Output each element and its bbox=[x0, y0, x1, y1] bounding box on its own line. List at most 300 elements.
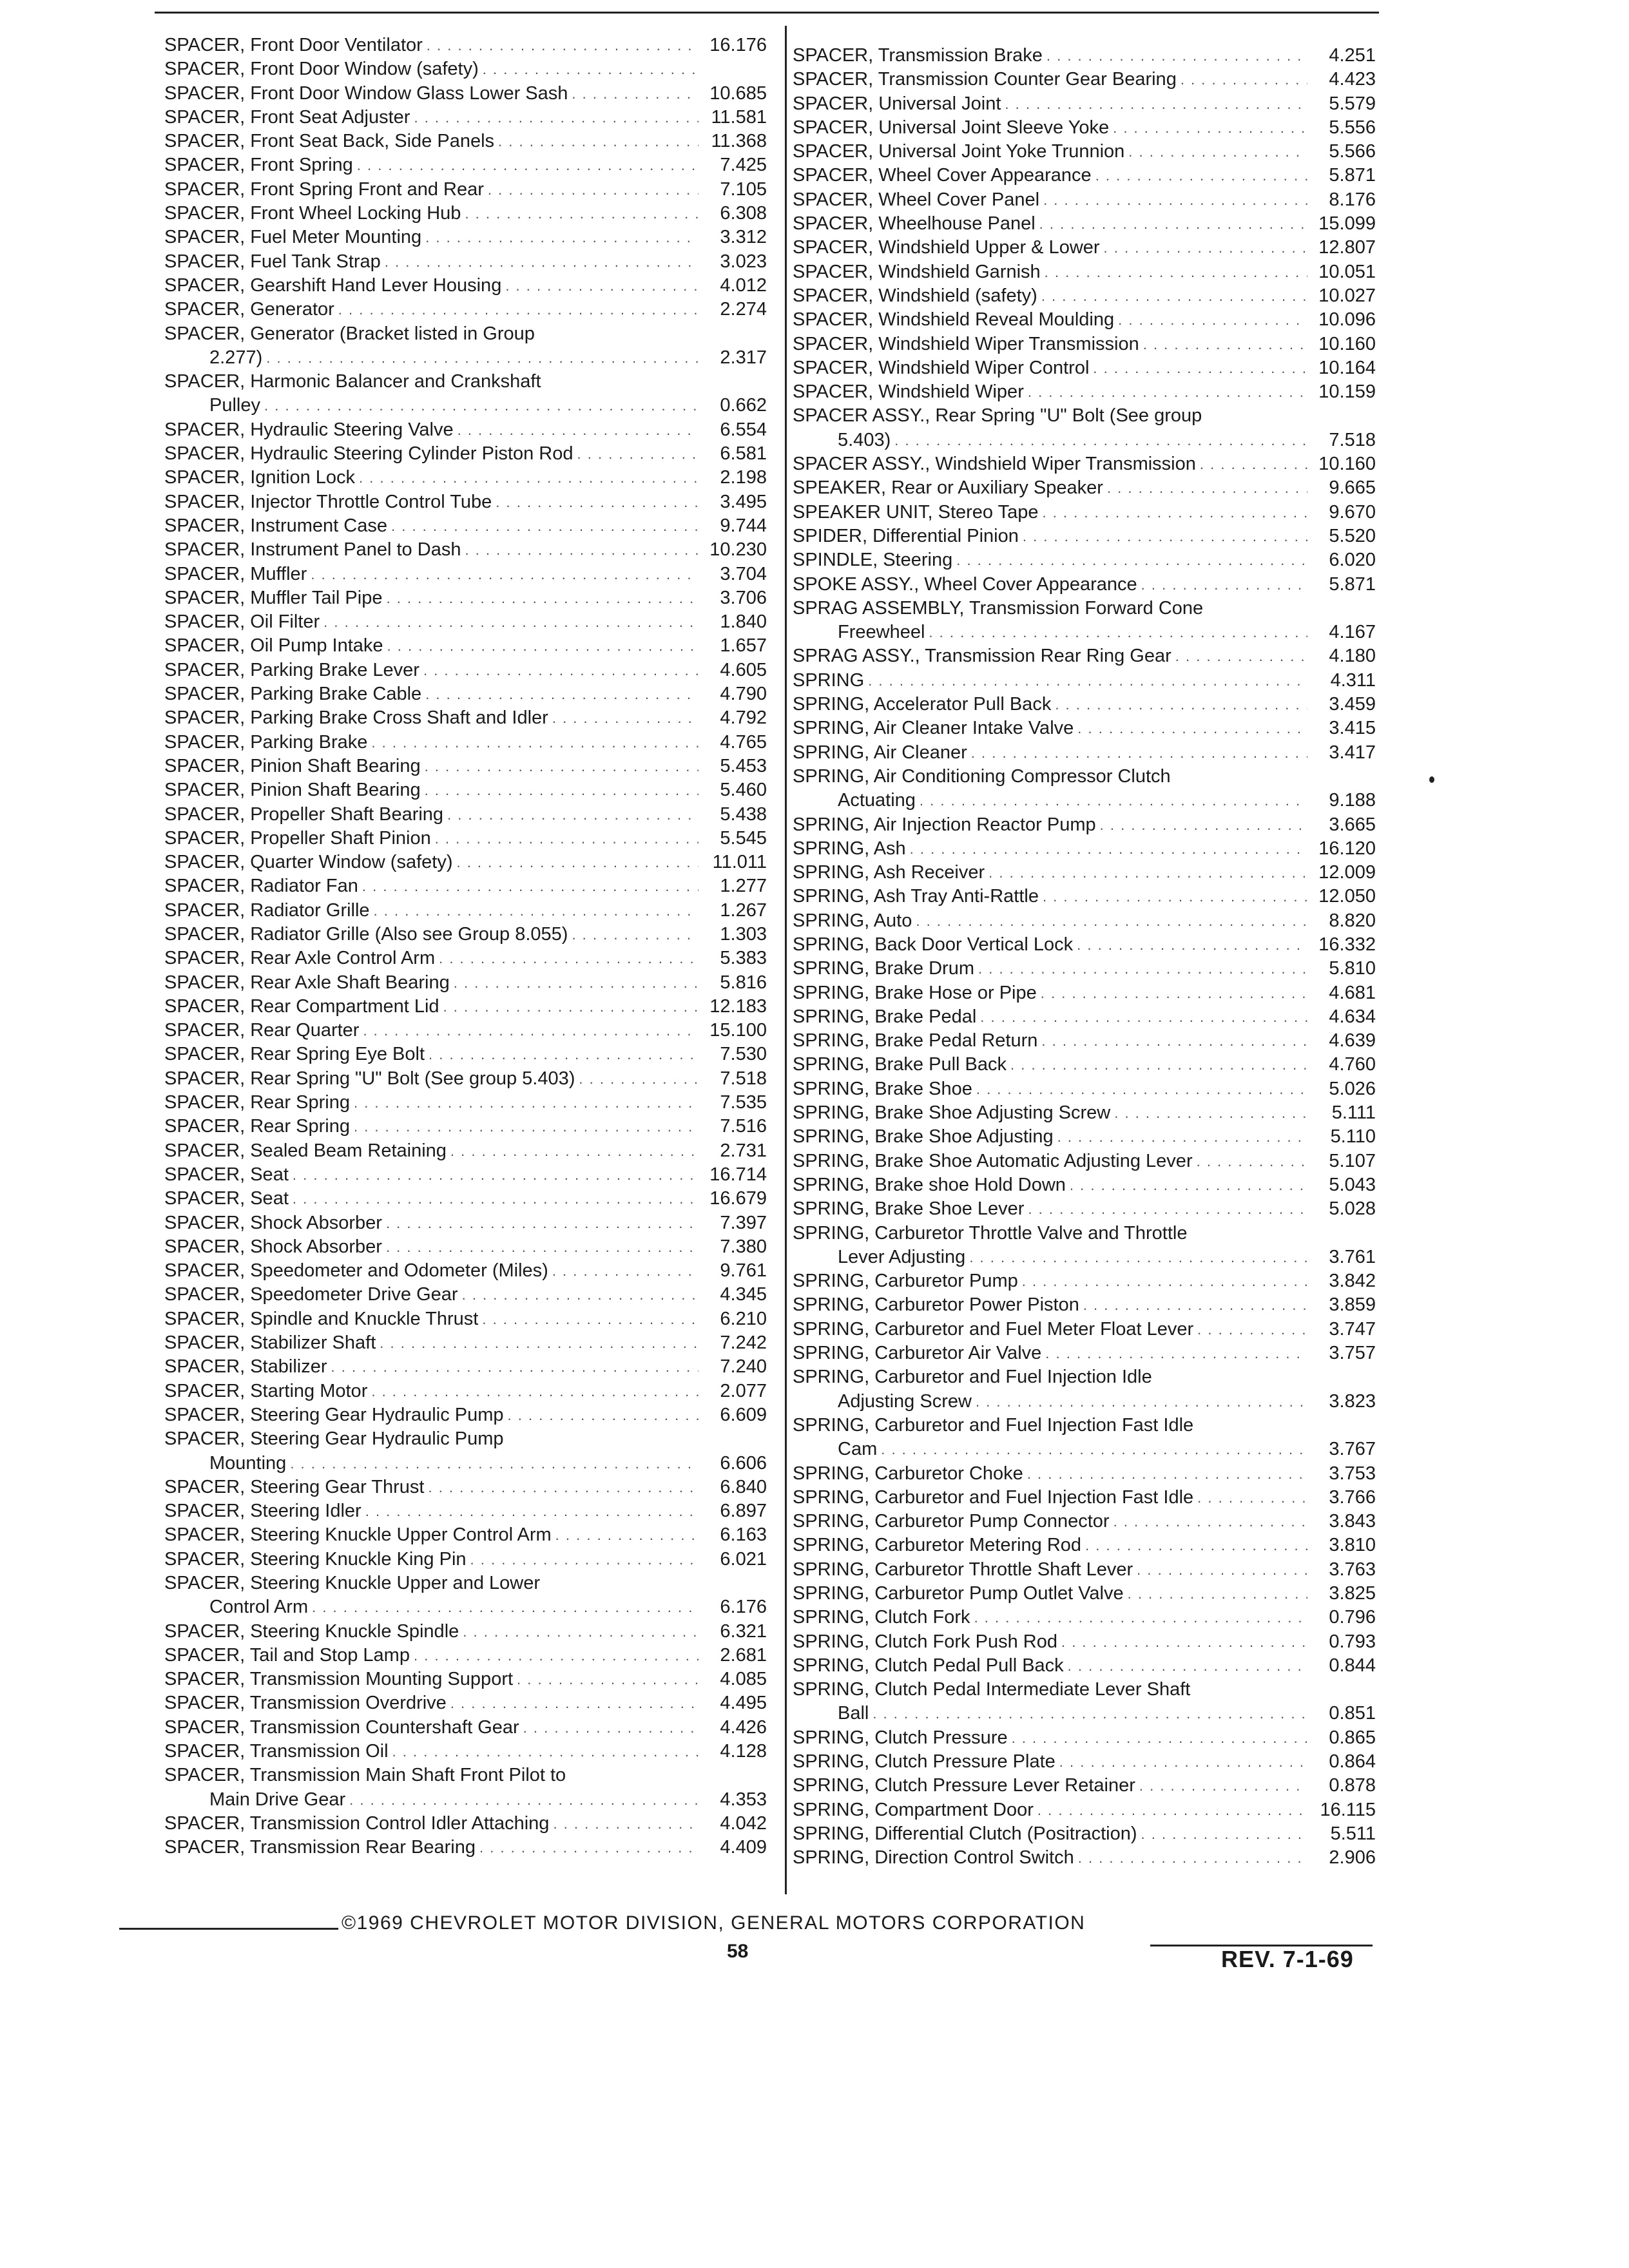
dot-leader bbox=[1042, 501, 1307, 524]
dot-leader bbox=[1027, 1462, 1307, 1486]
entry-name: SPRING, Compartment Door bbox=[793, 1799, 1034, 1820]
dot-leader bbox=[1095, 164, 1307, 187]
entry-name: SPACER, Hydraulic Steering Cylinder Piston Rod bbox=[164, 443, 574, 465]
dot-leader bbox=[357, 153, 699, 177]
page-number: 58 bbox=[727, 1941, 749, 1962]
dot-leader bbox=[1181, 68, 1307, 91]
index-entry bbox=[164, 1163, 767, 1187]
dot-leader bbox=[1197, 1149, 1307, 1173]
entry-name: SPACER, Muffler bbox=[164, 563, 307, 584]
footer-rule-left bbox=[119, 1928, 338, 1930]
dot-leader bbox=[1070, 1173, 1307, 1197]
entry-name: SPACER, Stabilizer Shaft bbox=[164, 1332, 376, 1354]
entry-name: SPRING, Ash Tray Anti-Rattle bbox=[793, 886, 1039, 907]
index-entry bbox=[164, 731, 767, 754]
index-entry bbox=[164, 1740, 767, 1763]
index-entry bbox=[164, 1259, 767, 1283]
entry-name: SPRING, Brake Shoe Adjusting Screw bbox=[793, 1102, 1111, 1124]
entry-name: SPACER, Instrument Panel to Dash bbox=[164, 539, 461, 561]
dot-leader bbox=[517, 1667, 699, 1691]
entry-name: SPEAKER UNIT, Stereo Tape bbox=[793, 501, 1039, 523]
dot-leader bbox=[978, 957, 1307, 981]
dot-leader bbox=[414, 1644, 699, 1667]
group-number: 3.842 bbox=[1329, 1271, 1376, 1292]
dot-leader bbox=[482, 1307, 699, 1331]
group-number: 6.554 bbox=[720, 419, 767, 440]
entry-name: SPACER, Rear Quarter bbox=[164, 1020, 360, 1041]
dot-leader bbox=[868, 669, 1307, 693]
entry-name: SPACER, Generator (Bracket listed in Group bbox=[164, 323, 535, 344]
copyright-line: ©1969 CHEVROLET MOTOR DIVISION, GENERAL MOTORS CORPORATION bbox=[342, 1912, 1086, 1934]
index-entry bbox=[164, 1667, 767, 1691]
dot-leader bbox=[354, 1115, 699, 1139]
dot-leader bbox=[929, 620, 1307, 644]
dot-leader bbox=[1041, 981, 1307, 1005]
index-entry bbox=[164, 1355, 767, 1379]
index-entry bbox=[793, 1846, 1376, 1870]
group-number: 1.657 bbox=[720, 635, 767, 657]
dot-leader bbox=[488, 178, 699, 202]
dot-leader bbox=[555, 1523, 699, 1547]
dot-leader bbox=[579, 1067, 699, 1091]
index-entry bbox=[164, 418, 767, 442]
index-entry bbox=[793, 1222, 1376, 1270]
group-number: 2.077 bbox=[720, 1380, 767, 1401]
group-number: 15.100 bbox=[709, 1020, 767, 1041]
index-entry bbox=[793, 1678, 1376, 1726]
entry-name: SPACER, Generator bbox=[164, 299, 334, 320]
index-entry bbox=[164, 778, 767, 802]
group-number: 5.579 bbox=[1329, 93, 1376, 114]
entry-name: SPACER, Rear Compartment Lid bbox=[164, 995, 439, 1017]
dot-leader bbox=[1104, 236, 1307, 260]
entry-name: SPACER, Rear Spring "U" Bolt (See group 5.403) bbox=[164, 1068, 575, 1089]
index-entry bbox=[793, 1558, 1376, 1582]
group-number: 2.198 bbox=[720, 467, 767, 488]
group-number: 4.167 bbox=[1329, 622, 1376, 643]
group-number: 6.020 bbox=[1329, 550, 1376, 571]
entry-name: SPACER, Wheelhouse Panel bbox=[793, 213, 1036, 235]
entry-name: SPACER, Transmission Rear Bearing bbox=[164, 1837, 476, 1858]
dot-leader bbox=[572, 923, 699, 947]
index-entry bbox=[793, 1125, 1376, 1149]
index-entry bbox=[793, 1606, 1376, 1629]
group-number: 10.685 bbox=[709, 82, 767, 104]
column-divider bbox=[785, 26, 787, 1894]
entry-name: SPEAKER, Rear or Auxiliary Speaker bbox=[793, 477, 1103, 499]
entry-name: SPACER, Front Door Ventilator bbox=[164, 35, 423, 55]
group-number: 2.906 bbox=[1329, 1847, 1376, 1869]
dot-leader bbox=[1100, 813, 1307, 837]
entry-name: SPRING, Carburetor Pump bbox=[793, 1271, 1018, 1292]
index-entry bbox=[164, 610, 767, 634]
index-entry bbox=[793, 837, 1376, 861]
dot-leader bbox=[392, 1740, 699, 1763]
dot-leader bbox=[976, 1390, 1307, 1414]
dot-leader bbox=[423, 658, 699, 682]
entry-name: SPRING, Clutch Pressure bbox=[793, 1727, 1008, 1748]
entry-name: SPRING, Carburetor and Fuel Meter Float Lever bbox=[793, 1318, 1194, 1340]
group-number: 16.115 bbox=[1320, 1799, 1376, 1820]
dot-leader bbox=[338, 298, 699, 322]
group-number: 4.765 bbox=[720, 731, 767, 753]
group-number: 1.303 bbox=[720, 923, 767, 945]
entry-name: SPRING, Clutch Pedal Pull Back bbox=[793, 1655, 1064, 1676]
index-entry bbox=[793, 332, 1376, 356]
group-number: 0.796 bbox=[1329, 1607, 1376, 1628]
index-entry bbox=[164, 298, 767, 322]
group-number: 10.160 bbox=[1318, 454, 1376, 475]
dot-leader bbox=[980, 1005, 1307, 1029]
entry-name: SPACER, Harmonic Balancer and Crankshaft bbox=[164, 371, 541, 392]
entry-name: SPACER, Transmission Overdrive bbox=[164, 1693, 447, 1714]
index-entry bbox=[164, 274, 767, 298]
entry-name-continued: Adjusting Screw bbox=[838, 1390, 972, 1412]
index-entry bbox=[164, 130, 767, 153]
dot-leader bbox=[1197, 1486, 1307, 1510]
dot-leader bbox=[969, 1245, 1307, 1269]
index-entry bbox=[793, 716, 1376, 740]
group-number: 6.021 bbox=[720, 1548, 767, 1570]
entry-name: SPRING, Brake Pull Back bbox=[793, 1054, 1007, 1075]
dot-leader bbox=[414, 106, 699, 130]
entry-name: SPACER, Fuel Meter Mounting bbox=[164, 227, 422, 248]
entry-name: SPRING bbox=[793, 669, 865, 691]
entry-name: SPACER, Rear Axle Control Arm bbox=[164, 948, 436, 969]
entry-name: SPACER ASSY., Rear Spring "U" Bolt (See group bbox=[793, 405, 1202, 427]
entry-name: SPACER, Parking Brake Lever bbox=[164, 659, 419, 680]
dot-leader bbox=[450, 1139, 699, 1163]
index-entry bbox=[164, 1091, 767, 1115]
index-entry bbox=[164, 1211, 767, 1235]
entry-name: SPACER, Windshield Garnish bbox=[793, 261, 1041, 282]
entry-name: SPACER, Shock Absorber bbox=[164, 1236, 382, 1257]
group-number: 3.825 bbox=[1329, 1583, 1376, 1604]
group-number: 5.453 bbox=[720, 755, 767, 776]
entry-name: SPACER, Transmission Oil bbox=[164, 1741, 389, 1762]
index-entry bbox=[793, 116, 1376, 140]
group-number: 0.793 bbox=[1329, 1631, 1376, 1652]
dot-leader bbox=[293, 1187, 699, 1211]
entry-name: SPACER, Pinion Shaft Bearing bbox=[164, 780, 421, 801]
group-number: 3.767 bbox=[1329, 1439, 1376, 1460]
entry-name: SPACER, Front Seat Back, Side Panels bbox=[164, 131, 495, 152]
index-entry bbox=[793, 548, 1376, 572]
entry-name: SPACER, Rear Spring Eye Bolt bbox=[164, 1044, 425, 1065]
index-entry bbox=[793, 1173, 1376, 1197]
dot-leader bbox=[483, 57, 699, 81]
index-entry bbox=[164, 1139, 767, 1163]
index-entry bbox=[793, 1726, 1376, 1750]
group-number: 12.183 bbox=[709, 995, 767, 1017]
index-entry bbox=[164, 947, 767, 970]
entry-name: SPRING, Carburetor Air Valve bbox=[793, 1343, 1042, 1364]
index-entry bbox=[164, 1691, 767, 1715]
entry-name: SPRING, Carburetor Throttle Valve and Throttle bbox=[793, 1222, 1188, 1244]
index-entry bbox=[164, 899, 767, 923]
dot-leader bbox=[1078, 1846, 1307, 1870]
group-number: 5.871 bbox=[1329, 573, 1376, 595]
entry-name: SPACER, Windshield Wiper Control bbox=[793, 357, 1090, 378]
index-entry bbox=[793, 1029, 1376, 1053]
group-number: 9.744 bbox=[720, 515, 767, 536]
index-entry bbox=[164, 1379, 767, 1403]
entry-name: SPACER ASSY., Windshield Wiper Transmission bbox=[793, 454, 1196, 475]
index-entry bbox=[164, 82, 767, 106]
index-entry bbox=[164, 57, 767, 81]
group-number: 4.085 bbox=[720, 1669, 767, 1690]
index-entry bbox=[793, 501, 1376, 524]
dot-leader bbox=[920, 789, 1307, 812]
entry-name: SPRING, Clutch Fork bbox=[793, 1607, 970, 1628]
group-number: 4.345 bbox=[720, 1284, 767, 1305]
group-number: 5.111 bbox=[1331, 1102, 1376, 1124]
group-number: 6.308 bbox=[720, 203, 767, 224]
dot-leader bbox=[881, 1437, 1307, 1461]
group-number: 3.495 bbox=[720, 491, 767, 512]
dot-leader bbox=[425, 754, 699, 778]
index-entry bbox=[164, 1812, 767, 1836]
entry-name: SPRING, Ash bbox=[793, 838, 906, 859]
dot-leader bbox=[363, 1019, 699, 1043]
group-number: 11.581 bbox=[711, 106, 767, 128]
dot-leader bbox=[1043, 885, 1307, 908]
group-number: 7.518 bbox=[720, 1068, 767, 1089]
dot-leader bbox=[910, 837, 1307, 861]
entry-name: SPRING, Brake Drum bbox=[793, 958, 974, 979]
entry-name: SPOKE ASSY., Wheel Cover Appearance bbox=[793, 573, 1137, 595]
dot-leader bbox=[1057, 1125, 1307, 1149]
dot-leader bbox=[1114, 1101, 1307, 1125]
index-entry bbox=[164, 1716, 767, 1740]
index-entry bbox=[164, 1019, 767, 1043]
group-number: 5.810 bbox=[1329, 958, 1376, 979]
group-number: 5.383 bbox=[720, 948, 767, 969]
index-entry bbox=[164, 1115, 767, 1139]
dot-leader bbox=[454, 971, 699, 995]
entry-name: SPACER, Seat bbox=[164, 1164, 289, 1185]
entry-name: SPACER, Tail and Stop Lamp bbox=[164, 1644, 410, 1666]
entry-name: SPACER, Spindle and Knuckle Thrust bbox=[164, 1308, 479, 1329]
entry-name: SPRING, Brake Shoe Lever bbox=[793, 1198, 1025, 1220]
dot-leader bbox=[1010, 1053, 1307, 1077]
dot-leader bbox=[498, 130, 699, 153]
dot-leader bbox=[1107, 476, 1307, 500]
entry-name: SPACER, Gearshift Hand Lever Housing bbox=[164, 274, 502, 296]
dot-leader bbox=[380, 1331, 699, 1355]
group-number: 12.009 bbox=[1318, 862, 1376, 883]
dot-leader bbox=[1028, 1197, 1307, 1221]
group-number: 5.110 bbox=[1330, 1126, 1376, 1148]
entry-name: SPACER, Rear Spring bbox=[164, 1092, 350, 1113]
index-entry bbox=[793, 1005, 1376, 1029]
index-entry bbox=[793, 1101, 1376, 1125]
group-number: 10.160 bbox=[1318, 333, 1376, 354]
dot-leader bbox=[470, 1548, 699, 1571]
dot-leader bbox=[331, 1355, 699, 1379]
index-entry bbox=[164, 1571, 767, 1620]
entry-name: SPACER, Starting Motor bbox=[164, 1380, 368, 1401]
index-entry bbox=[164, 754, 767, 778]
group-number: 6.897 bbox=[720, 1501, 767, 1522]
index-entry bbox=[164, 1043, 767, 1066]
group-number: 3.417 bbox=[1329, 742, 1376, 763]
left-column bbox=[164, 34, 767, 1860]
entry-name: SPRAG ASSEMBLY, Transmission Forward Cone bbox=[793, 597, 1204, 619]
group-number: 3.023 bbox=[720, 251, 767, 272]
entry-name: SPRING, Direction Control Switch bbox=[793, 1847, 1074, 1869]
group-number: 4.128 bbox=[720, 1741, 767, 1762]
dot-leader bbox=[572, 82, 699, 106]
group-number: 10.051 bbox=[1318, 261, 1376, 282]
entry-name: SPACER, Hydraulic Steering Valve bbox=[164, 419, 454, 440]
entry-name: SPRING, Carburetor and Fuel Injection Fast Idle bbox=[793, 1486, 1194, 1508]
dot-leader bbox=[1113, 116, 1307, 140]
index-entry bbox=[164, 634, 767, 658]
group-number: 4.409 bbox=[720, 1837, 767, 1858]
entry-name: SPACER, Transmission Countershaft Gear bbox=[164, 1716, 519, 1738]
group-number: 7.380 bbox=[720, 1236, 767, 1257]
dot-leader bbox=[552, 706, 699, 730]
index-entry bbox=[793, 1582, 1376, 1606]
entry-name: SPACER, Front Wheel Locking Hub bbox=[164, 203, 461, 224]
index-entry bbox=[164, 1331, 767, 1355]
group-number: 6.581 bbox=[720, 443, 767, 465]
index-entry bbox=[793, 1774, 1376, 1798]
index-entry bbox=[164, 1283, 767, 1307]
group-number: 5.043 bbox=[1329, 1174, 1376, 1195]
entry-name: SPACER, Universal Joint Yoke Trunnion bbox=[793, 141, 1125, 162]
group-number: 3.747 bbox=[1329, 1318, 1376, 1340]
entry-name: SPRING, Back Door Vertical Lock bbox=[793, 934, 1074, 955]
group-number: 4.042 bbox=[720, 1812, 767, 1834]
group-number: 4.790 bbox=[720, 684, 767, 705]
dot-leader bbox=[1046, 44, 1307, 68]
dot-leader bbox=[365, 1499, 699, 1523]
group-number: 7.240 bbox=[720, 1356, 767, 1378]
group-number: 0.864 bbox=[1329, 1751, 1376, 1773]
index-entry bbox=[164, 250, 767, 274]
dot-leader bbox=[463, 1620, 699, 1644]
index-entry bbox=[164, 1620, 767, 1644]
dot-leader bbox=[362, 874, 699, 898]
group-number: 3.665 bbox=[1329, 814, 1376, 835]
group-number: 0.844 bbox=[1329, 1655, 1376, 1676]
index-entry bbox=[793, 1269, 1376, 1293]
group-number: 3.459 bbox=[1329, 694, 1376, 715]
entry-name: SPACER, Radiator Fan bbox=[164, 876, 358, 897]
entry-name: SPRING, Carburetor Metering Rod bbox=[793, 1535, 1082, 1556]
index-entry bbox=[793, 1533, 1376, 1557]
dot-leader bbox=[425, 226, 699, 249]
entry-name-continued: 2.277) bbox=[209, 347, 263, 368]
entry-name: SPACER, Steering Knuckle Upper and Lower bbox=[164, 1573, 540, 1593]
index-entry bbox=[793, 284, 1376, 308]
entry-name: SPACER, Speedometer and Odometer (Miles) bbox=[164, 1260, 548, 1282]
dot-leader bbox=[371, 731, 699, 754]
dot-leader bbox=[429, 1043, 699, 1066]
entry-name: SPRING, Brake Hose or Pipe bbox=[793, 982, 1037, 1003]
index-entry bbox=[164, 106, 767, 130]
index-entry bbox=[793, 212, 1376, 236]
dot-leader bbox=[450, 1691, 699, 1715]
dot-leader bbox=[974, 1606, 1307, 1629]
entry-name: SPACER, Fuel Tank Strap bbox=[164, 251, 381, 272]
entry-name: SPRING, Carburetor Pump Outlet Valve bbox=[793, 1583, 1124, 1604]
group-number: 8.820 bbox=[1329, 910, 1376, 931]
index-entry bbox=[793, 813, 1376, 837]
index-entry bbox=[793, 1822, 1376, 1846]
dot-leader bbox=[552, 1259, 699, 1283]
dot-leader bbox=[1022, 1269, 1307, 1293]
group-number: 0.865 bbox=[1329, 1727, 1376, 1748]
group-number: 11.011 bbox=[712, 852, 767, 873]
index-entry bbox=[793, 140, 1376, 164]
index-entry bbox=[164, 442, 767, 466]
index-entry bbox=[164, 682, 767, 706]
dot-leader bbox=[1028, 380, 1307, 404]
dot-leader bbox=[425, 778, 699, 802]
entry-name: SPACER, Steering Knuckle Upper Control Arm bbox=[164, 1524, 552, 1546]
entry-name: SPACER, Universal Joint Sleeve Yoke bbox=[793, 117, 1110, 138]
entry-name-continued: Pulley bbox=[209, 395, 260, 416]
index-entry bbox=[793, 68, 1376, 91]
group-number: 5.545 bbox=[720, 827, 767, 849]
entry-name: SPACER, Pinion Shaft Bearing bbox=[164, 755, 421, 776]
dot-leader bbox=[1077, 933, 1307, 957]
dot-leader bbox=[443, 995, 699, 1019]
dot-leader bbox=[458, 418, 699, 442]
index-entry bbox=[793, 476, 1376, 500]
entry-name: SPRING, Carburetor Throttle Shaft Lever bbox=[793, 1559, 1133, 1580]
right-column bbox=[793, 44, 1376, 1870]
index-entry bbox=[164, 202, 767, 226]
dot-leader bbox=[1055, 693, 1307, 716]
index-entry bbox=[164, 1644, 767, 1667]
index-entry bbox=[793, 1293, 1376, 1317]
entry-name: SPRING, Clutch Pressure Plate bbox=[793, 1751, 1055, 1773]
index-entry bbox=[793, 885, 1376, 908]
index-entry bbox=[793, 188, 1376, 212]
group-number: 4.311 bbox=[1330, 669, 1376, 691]
dot-leader bbox=[508, 1403, 699, 1427]
group-number: 5.460 bbox=[720, 780, 767, 801]
entry-name: SPACER, Rear Axle Shaft Bearing bbox=[164, 972, 450, 993]
entry-name-continued: Cam bbox=[838, 1439, 878, 1460]
index-entry bbox=[793, 957, 1376, 981]
index-entry bbox=[793, 693, 1376, 716]
entry-name: SPRING, Air Cleaner Intake Valve bbox=[793, 718, 1074, 739]
index-entry bbox=[164, 1307, 767, 1331]
group-number: 9.761 bbox=[720, 1260, 767, 1282]
group-number: 1.267 bbox=[720, 899, 767, 921]
index-entry bbox=[164, 490, 767, 514]
index-entry bbox=[793, 1462, 1376, 1486]
dot-leader bbox=[312, 1595, 699, 1619]
entry-name: SPACER, Transmission Mounting Support bbox=[164, 1669, 514, 1690]
index-entry bbox=[793, 524, 1376, 548]
entry-name: SPACER, Instrument Case bbox=[164, 515, 387, 536]
entry-name: SPACER, Rear Spring bbox=[164, 1116, 350, 1137]
index-entry bbox=[793, 909, 1376, 933]
entry-name-continued: Actuating bbox=[838, 790, 916, 811]
entry-name: SPRING, Carburetor Choke bbox=[793, 1463, 1023, 1484]
group-number: 6.176 bbox=[720, 1597, 767, 1618]
dot-leader bbox=[1005, 92, 1307, 116]
index-entry bbox=[164, 153, 767, 177]
index-entry bbox=[164, 1403, 767, 1427]
dot-leader bbox=[1128, 1582, 1307, 1606]
